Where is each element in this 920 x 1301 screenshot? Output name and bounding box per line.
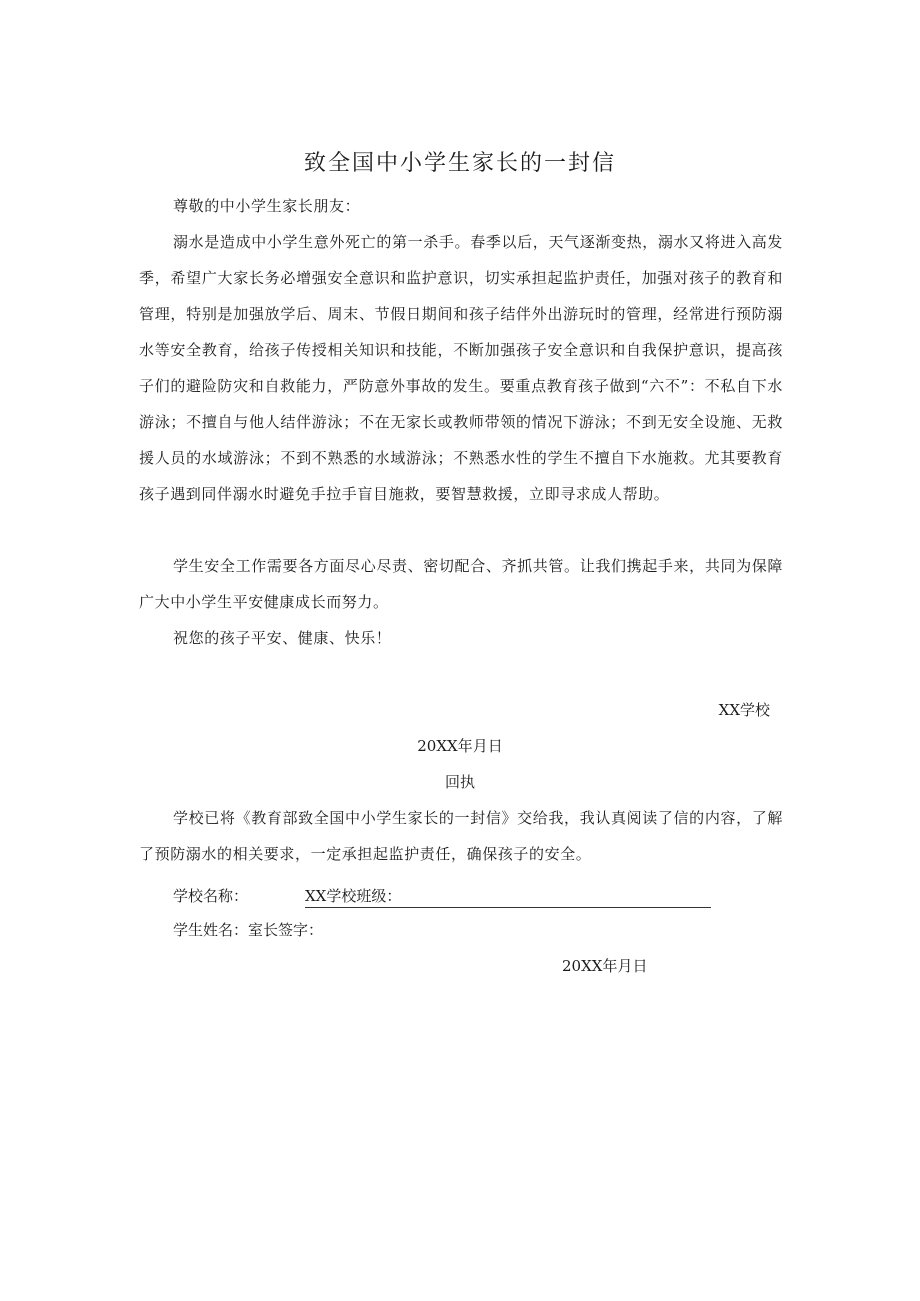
receipt-student-row: 学生姓名：室长签字： <box>173 921 324 939</box>
letter-paragraph-1: 溺水是造成中小学生意外死亡的第一杀手。春季以后，天气逐渐变热，溺水又将进入高发季，希望广大家长务必增强安全意识和监护意识，切实承担起监护责任，加强对孩子的教育和管理，特别是加强放学后、周末、节假日期间和孩子结伴外出游玩时的管理，经常进行预防溺水等安全教育，给孩子传授相关知识和技能，不断加强孩子安全意识和自我保护意识，提高孩子们的避险防灾和自救能力，严防意外事故的发生。要重点教育孩子做到“六不”：不私自下水游泳；不擅自与他人结伴游泳；不在无家长或教师带领的情况下游泳；不到无安全设施、无救援人员的水域游泳；不到不熟悉的水域游泳；不熟悉水性的学生不擅自下水施救。尤其要教育孩子遇到同伴溺水时避免手拉手盲目施救，要智慧救援，立即寻求成人帮助。 <box>139 233 783 503</box>
letter-date: 20XX年月日 <box>417 737 503 755</box>
receipt-date: 20XX年月日 <box>562 957 648 975</box>
letter-wish: 祝您的孩子平安、健康、快乐！ <box>173 629 392 647</box>
letter-signature: XX学校 <box>718 701 770 719</box>
school-class-field[interactable]: XX学校班级： <box>305 885 711 908</box>
receipt-school-row <box>173 878 711 914</box>
letter-greeting: 尊敬的中小学生家长朋友： <box>173 197 361 215</box>
receipt-text: 学校已将《教育部致全国中小学生家长的一封信》交给我，我认真阅读了信的内容，了解了预防溺水的相关要求，一定承担起监护责任，确保孩子的安全。 <box>139 809 783 863</box>
school-name-label: 学校名称： <box>173 887 249 905</box>
letter-paragraph-2: 学生安全工作需要各方面尽心尽责、密切配合、齐抓共管。让我们携起手来，共同为保障广大中小学生平安健康成长而努力。 <box>139 557 783 611</box>
receipt-title: 回执 <box>444 773 475 791</box>
letter-title: 致全国中小学生家长的一封信 <box>303 151 616 176</box>
